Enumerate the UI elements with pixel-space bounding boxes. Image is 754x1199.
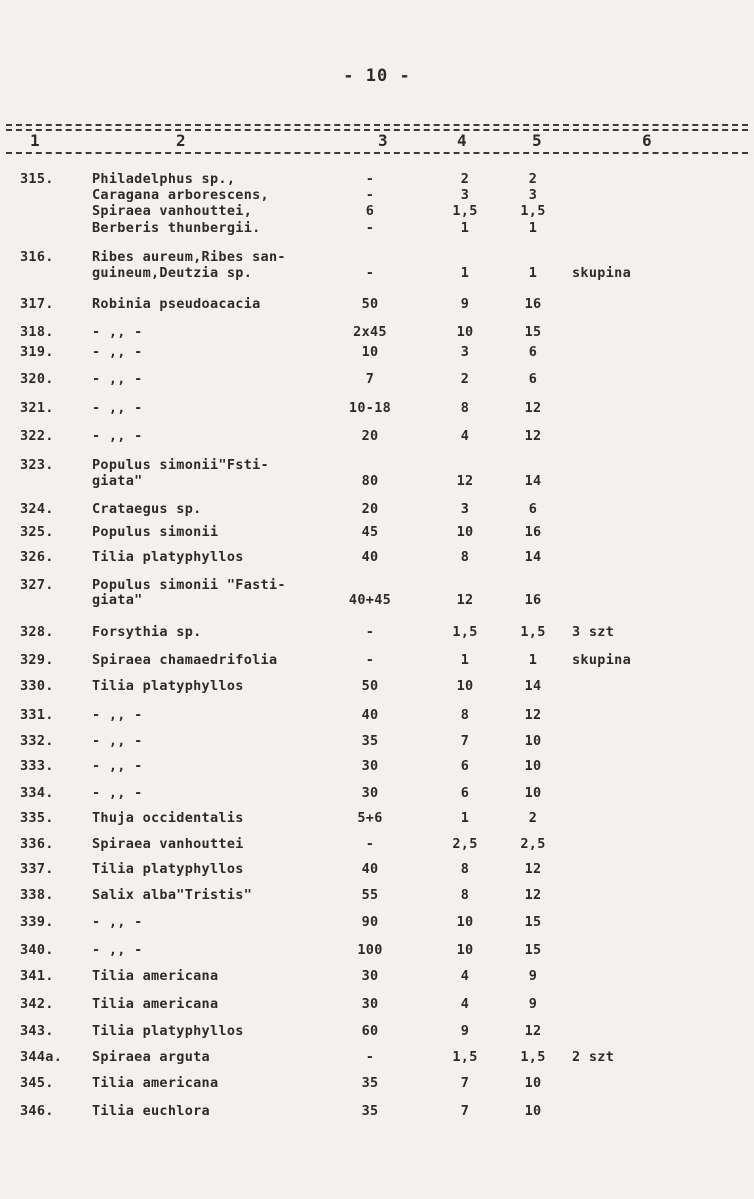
value-col-3: 20 (361, 428, 379, 444)
species-name: - ,, - (92, 733, 143, 749)
value-col-4: 1 (460, 652, 470, 668)
row-number: 344a. (20, 1049, 63, 1065)
species-name: Berberis thunbergii. (92, 220, 261, 236)
value-col-5: 15 (524, 942, 542, 958)
value-col-5: 9 (528, 996, 538, 1012)
row-number: 342. (20, 996, 54, 1012)
value-col-3: - (365, 836, 375, 852)
species-name: Populus simonii (92, 524, 219, 540)
value-col-5: 12 (524, 861, 542, 877)
row-number: 346. (20, 1103, 54, 1119)
value-col-5: 2 (528, 171, 538, 187)
row-number: 331. (20, 707, 54, 723)
value-col-5: 10 (524, 785, 542, 801)
row-number: 326. (20, 549, 54, 565)
column-header-4: 4 (457, 131, 467, 150)
value-col-3: 30 (361, 968, 379, 984)
value-col-3: 6 (365, 203, 375, 219)
row-number: 334. (20, 785, 54, 801)
value-col-5: 12 (524, 428, 542, 444)
value-col-3: 40 (361, 549, 379, 565)
value-col-4: 9 (460, 296, 470, 312)
row-number: 337. (20, 861, 54, 877)
row-number: 345. (20, 1075, 54, 1091)
value-col-4: 1,5 (452, 1049, 478, 1065)
species-name: giata" (92, 592, 143, 608)
value-col-4: 1 (460, 265, 470, 281)
species-name: - ,, - (92, 400, 143, 416)
value-col-4: 10 (456, 678, 474, 694)
value-col-4: 1,5 (452, 624, 478, 640)
value-col-5: 15 (524, 324, 542, 340)
species-name: - ,, - (92, 324, 143, 340)
species-name: - ,, - (92, 707, 143, 723)
value-col-3: 20 (361, 501, 379, 517)
row-number: 320. (20, 371, 54, 387)
value-col-4: 10 (456, 524, 474, 540)
species-name: Spiraea vanhouttei, (92, 203, 253, 219)
row-number: 316. (20, 249, 54, 265)
row-number: 318. (20, 324, 54, 340)
species-name: Tilia americana (92, 968, 219, 984)
value-col-5: 12 (524, 887, 542, 903)
value-col-5: 10 (524, 1103, 542, 1119)
value-col-5: 12 (524, 400, 542, 416)
species-name: - ,, - (92, 942, 143, 958)
value-col-4: 12 (456, 473, 474, 489)
value-col-3: 30 (361, 758, 379, 774)
row-number: 332. (20, 733, 54, 749)
value-col-4: 8 (460, 861, 470, 877)
species-name: Ribes aureum,Ribes san- (92, 249, 286, 265)
value-col-5: 6 (528, 344, 538, 360)
value-col-3: - (365, 171, 375, 187)
row-number: 324. (20, 501, 54, 517)
species-name: Philadelphus sp., (92, 171, 236, 187)
value-col-3: - (365, 624, 375, 640)
row-number: 328. (20, 624, 54, 640)
value-col-5: 16 (524, 592, 542, 608)
column-header-1: 1 (30, 131, 40, 150)
row-number: 317. (20, 296, 54, 312)
value-col-3: 7 (365, 371, 375, 387)
species-name: Tilia americana (92, 996, 219, 1012)
value-col-4: 1,5 (452, 203, 478, 219)
value-col-4: 7 (460, 733, 470, 749)
value-col-5: 14 (524, 678, 542, 694)
value-col-5: 14 (524, 473, 542, 489)
row-number: 335. (20, 810, 54, 826)
species-name: Populus simonii"Fsti- (92, 457, 269, 473)
column-header-2: 2 (176, 131, 186, 150)
species-name: - ,, - (92, 428, 143, 444)
value-col-4: 2 (460, 171, 470, 187)
value-col-5: 3 (528, 187, 538, 203)
species-name: Caragana arborescens, (92, 187, 269, 203)
note-col-6: 3 szt (572, 624, 615, 640)
value-col-5: 14 (524, 549, 542, 565)
value-col-4: 8 (460, 887, 470, 903)
value-col-5: 6 (528, 371, 538, 387)
row-number: 325. (20, 524, 54, 540)
value-col-4: 4 (460, 428, 470, 444)
value-col-3: 45 (361, 524, 379, 540)
value-col-4: 3 (460, 501, 470, 517)
value-col-3: 50 (361, 678, 379, 694)
row-number: 343. (20, 1023, 54, 1039)
species-name: Spiraea vanhouttei (92, 836, 244, 852)
value-col-5: 6 (528, 501, 538, 517)
value-col-4: 4 (460, 996, 470, 1012)
species-name: giata" (92, 473, 143, 489)
species-name: guineum,Deutzia sp. (92, 265, 253, 281)
row-number: 341. (20, 968, 54, 984)
table-top-rule-inner (6, 129, 748, 131)
species-name: Thuja occidentalis (92, 810, 244, 826)
value-col-4: 10 (456, 942, 474, 958)
species-name: - ,, - (92, 758, 143, 774)
value-col-5: 10 (524, 758, 542, 774)
value-col-4: 2 (460, 371, 470, 387)
species-name: Spiraea chamaedrifolia (92, 652, 278, 668)
value-col-3: 10 (361, 344, 379, 360)
row-number: 315. (20, 171, 54, 187)
value-col-3: 10-18 (348, 400, 392, 416)
value-col-3: 40 (361, 861, 379, 877)
value-col-5: 1,5 (520, 1049, 546, 1065)
value-col-4: 8 (460, 549, 470, 565)
value-col-3: 90 (361, 914, 379, 930)
species-name: Tilia platyphyllos (92, 549, 244, 565)
value-col-5: 10 (524, 733, 542, 749)
row-number: 338. (20, 887, 54, 903)
value-col-4: 1 (460, 810, 470, 826)
value-col-3: - (365, 652, 375, 668)
value-col-5: 10 (524, 1075, 542, 1091)
value-col-4: 12 (456, 592, 474, 608)
species-name: Robinia pseudoacacia (92, 296, 261, 312)
value-col-4: 8 (460, 707, 470, 723)
species-name: Crataegus sp. (92, 501, 202, 517)
value-col-4: 10 (456, 324, 474, 340)
value-col-5: 16 (524, 296, 542, 312)
value-col-3: 50 (361, 296, 379, 312)
column-header-6: 6 (642, 131, 652, 150)
value-col-5: 2,5 (520, 836, 546, 852)
value-col-3: 40 (361, 707, 379, 723)
value-col-3: 5+6 (357, 810, 383, 826)
value-col-5: 12 (524, 707, 542, 723)
value-col-3: 80 (361, 473, 379, 489)
value-col-5: 1 (528, 265, 538, 281)
row-number: 322. (20, 428, 54, 444)
value-col-5: 1,5 (520, 203, 546, 219)
value-col-4: 6 (460, 785, 470, 801)
column-header-5: 5 (532, 131, 542, 150)
value-col-3: 35 (361, 1075, 379, 1091)
species-name: - ,, - (92, 371, 143, 387)
value-col-4: 3 (460, 187, 470, 203)
note-col-6: skupina (572, 265, 631, 281)
value-col-5: 1 (528, 220, 538, 236)
value-col-5: 12 (524, 1023, 542, 1039)
row-number: 321. (20, 400, 54, 416)
value-col-4: 7 (460, 1103, 470, 1119)
value-col-3: 55 (361, 887, 379, 903)
species-name: Tilia platyphyllos (92, 678, 244, 694)
row-number: 333. (20, 758, 54, 774)
value-col-4: 7 (460, 1075, 470, 1091)
species-name: Tilia americana (92, 1075, 219, 1091)
value-col-3: - (365, 187, 375, 203)
species-name: Tilia platyphyllos (92, 861, 244, 877)
value-col-4: 1 (460, 220, 470, 236)
value-col-4: 10 (456, 914, 474, 930)
value-col-4: 3 (460, 344, 470, 360)
value-col-4: 2,5 (452, 836, 478, 852)
value-col-4: 4 (460, 968, 470, 984)
species-name: - ,, - (92, 344, 143, 360)
value-col-3: - (365, 1049, 375, 1065)
value-col-3: 30 (361, 785, 379, 801)
row-number: 329. (20, 652, 54, 668)
row-number: 323. (20, 457, 54, 473)
species-name: Tilia platyphyllos (92, 1023, 244, 1039)
value-col-3: 60 (361, 1023, 379, 1039)
row-number: 340. (20, 942, 54, 958)
value-col-3: 2x45 (353, 324, 387, 340)
value-col-5: 1 (528, 652, 538, 668)
species-name: Populus simonii "Fasti- (92, 577, 286, 593)
note-col-6: skupina (572, 652, 631, 668)
row-number: 327. (20, 577, 54, 593)
note-col-6: 2 szt (572, 1049, 615, 1065)
value-col-4: 8 (460, 400, 470, 416)
species-name: - ,, - (92, 785, 143, 801)
row-number: 319. (20, 344, 54, 360)
value-col-5: 2 (528, 810, 538, 826)
value-col-3: - (365, 220, 375, 236)
value-col-3: 30 (361, 996, 379, 1012)
value-col-4: 6 (460, 758, 470, 774)
value-col-5: 16 (524, 524, 542, 540)
value-col-4: 9 (460, 1023, 470, 1039)
value-col-5: 9 (528, 968, 538, 984)
value-col-3: 40+45 (348, 592, 392, 608)
value-col-3: 35 (361, 1103, 379, 1119)
species-name: Forsythia sp. (92, 624, 202, 640)
species-name: Salix alba"Tristis" (92, 887, 253, 903)
column-header-3: 3 (378, 131, 388, 150)
value-col-5: 1,5 (520, 624, 546, 640)
row-number: 330. (20, 678, 54, 694)
species-name: Spiraea arguta (92, 1049, 210, 1065)
table-top-rule (6, 124, 748, 126)
value-col-3: 100 (357, 942, 383, 958)
value-col-3: - (365, 265, 375, 281)
value-col-5: 15 (524, 914, 542, 930)
value-col-3: 35 (361, 733, 379, 749)
row-number: 336. (20, 836, 54, 852)
header-bottom-rule (6, 152, 748, 154)
species-name: Tilia euchlora (92, 1103, 210, 1119)
row-number: 339. (20, 914, 54, 930)
page-number: - 10 - (343, 66, 411, 86)
species-name: - ,, - (92, 914, 143, 930)
